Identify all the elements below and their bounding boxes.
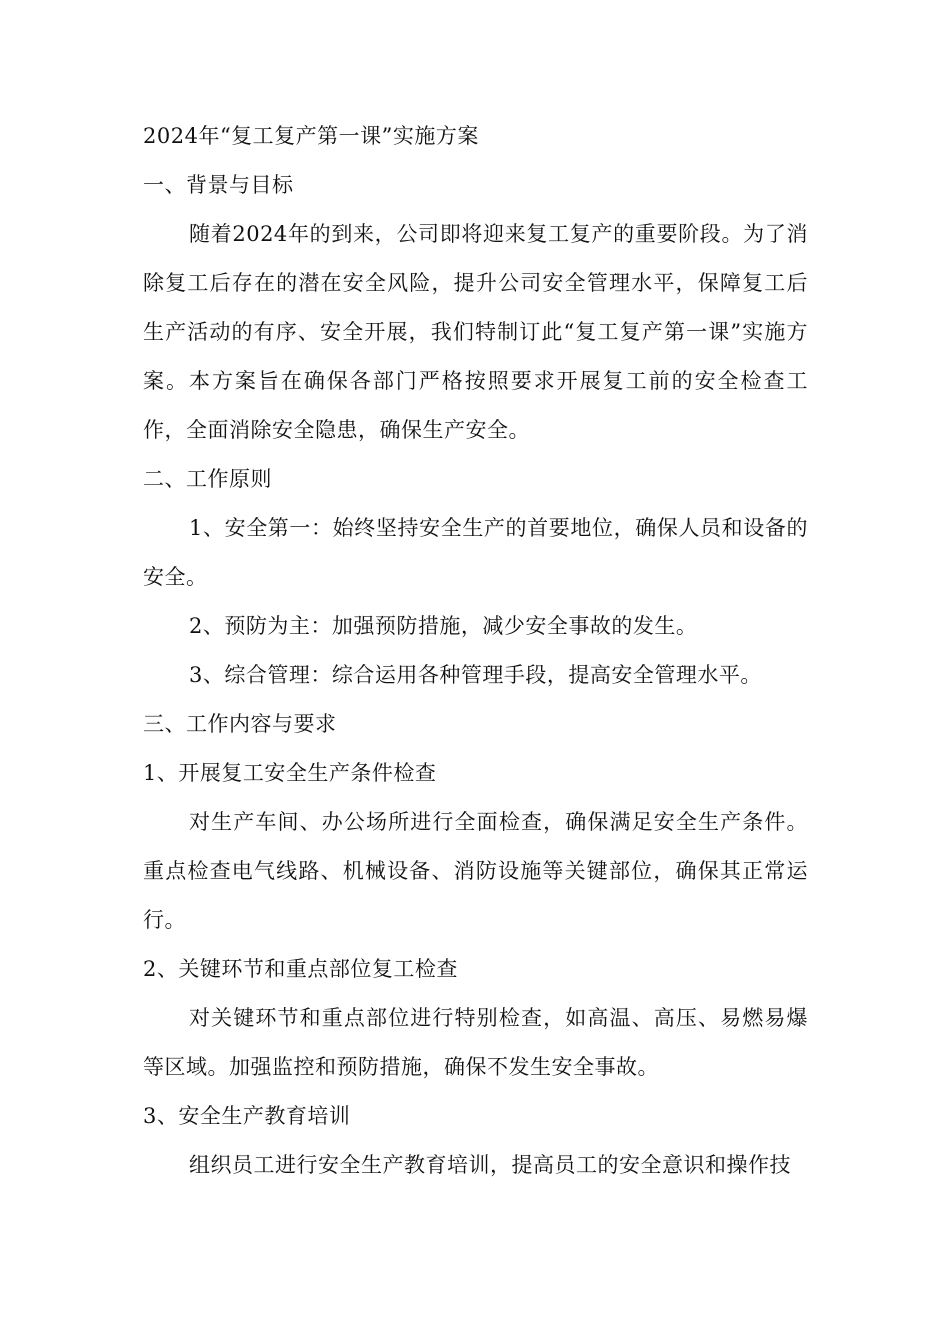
subsection-paragraph: 对生产车间、办公场所进行全面检查，确保满足安全生产条件。重点检查电气线路、机械设备、消防设施等关键部位，确保其正常运行。 (143, 810, 808, 932)
document-title: 2024年“复工复产第一课”实施方案 (143, 124, 479, 148)
subsection-heading: 2、关键环节和重点部位复工检查 (143, 957, 458, 981)
document-body (143, 112, 808, 1190)
section-heading-background: 一、背景与目标 (143, 173, 294, 197)
section-heading-principles: 二、工作原则 (143, 467, 272, 491)
subsection-heading: 3、安全生产教育培训 (143, 1104, 351, 1128)
subsection-heading: 1、开展复工安全生产条件检查 (143, 761, 437, 785)
section-heading-content: 三、工作内容与要求 (143, 712, 337, 736)
subsection-paragraph: 对关键环节和重点部位进行特别检查，如高温、高压、易燃易爆等区域。加强监控和预防措施，确保不发生安全事故。 (143, 1006, 808, 1079)
principle-item: 2、预防为主：加强预防措施，减少安全事故的发生。 (189, 614, 698, 638)
principle-item: 3、综合管理：综合运用各种管理手段，提高安全管理水平。 (189, 663, 762, 687)
subsection-paragraph: 组织员工进行安全生产教育培训，提高员工的安全意识和操作技 (189, 1153, 791, 1177)
paragraph-background: 随着2024年的到来，公司即将迎来复工复产的重要阶段。为了消除复工后存在的潜在安全风险，提升公司安全管理水平，保障复工后生产活动的有序、安全开展，我们特制订此“复工复产第一课”实施方案。本方案旨在确保各部门严格按照要求开展复工前的安全检查工作，全面消除安全隐患，确保生产安全。 (143, 222, 808, 442)
principle-item: 1、安全第一：始终坚持安全生产的首要地位，确保人员和设备的安全。 (143, 516, 808, 589)
